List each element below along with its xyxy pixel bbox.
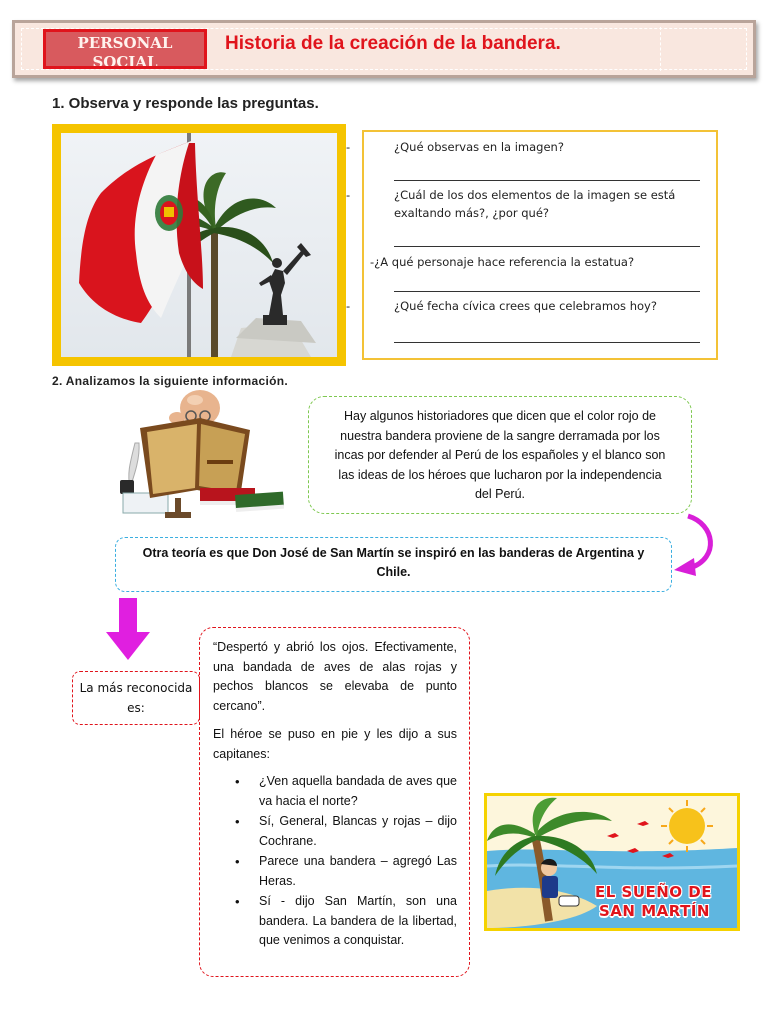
san-martin-dream-illustration — [484, 793, 740, 931]
question-1: - ¿Qué observas en la imagen? — [346, 140, 564, 154]
page-header — [12, 20, 756, 78]
section-1-heading: 1. Observa y responde las preguntas. — [52, 95, 319, 112]
question-4: - ¿Qué fecha cívica crees que celebramos hoy? — [346, 299, 657, 313]
theory-1-text: Hay algunos historiadores que dicen que el color rojo de nuestra bandera proviene de la sangre derramada por los incas por defender al Perú de los españoles y el blanco son las ideas de los héroes que lucharon por la independencia del Perú. — [334, 409, 666, 501]
subject-label: PERSONAL SOCIAL — [77, 34, 173, 69]
list-item: • ¿Ven aquella bandada de aves que va hacia el norte? — [213, 772, 457, 811]
question-3: -¿A qué personaje hace referencia la estatua? — [370, 255, 635, 269]
reading-person-clipart — [115, 388, 285, 523]
peru-flag-icon — [79, 141, 203, 323]
list-item: • Parece una bandera – agregó Las Heras. — [213, 852, 457, 891]
theory-2-box — [115, 537, 672, 592]
header-divider — [660, 27, 661, 71]
story-quote: “Despertó y abrió los ojos. Efectivamente, una bandada de aves de alas rojas y pechos blancos se elevaba de punto cercano”. — [213, 640, 457, 713]
peru-flag-statue-photo — [61, 133, 337, 357]
list-item: • Sí, General, Blancas y rojas – dijo Cochrane. — [213, 812, 457, 851]
list-item: • Sí - dijo San Martín, son una bandera. La bandera de la libertad, que venimos a conquistar. — [213, 892, 457, 951]
theory-1-box — [308, 396, 692, 514]
theory-2-text: Otra teoría es que Don José de San Martín se inspiró en las banderas de Argentina y Chile. — [142, 546, 645, 579]
page-title: Historia de la creación de la bandera. — [225, 33, 561, 54]
dream-title-line-2: SAN MARTÍN — [599, 902, 710, 920]
answer-line-2[interactable] — [394, 246, 700, 247]
section-2-heading: 2. Analizamos la siguiente información. — [52, 374, 288, 388]
question-2: - ¿Cuál de los dos elementos de la imagen se está exaltando más?, ¿por qué? — [346, 188, 676, 220]
flag-photo-frame — [52, 124, 346, 366]
answer-line-3[interactable] — [394, 291, 700, 292]
most-known-label-box — [72, 671, 200, 725]
answer-line-4[interactable] — [394, 342, 700, 343]
dream-title-line-1: EL SUEÑO DE — [595, 883, 712, 901]
story-intro: El héroe se puso en pie y les dijo a sus capitanes: — [213, 727, 457, 761]
down-arrow-icon — [106, 598, 150, 660]
most-known-label: La más reconocida es: — [79, 681, 193, 715]
dialogue-list — [213, 772, 457, 951]
flag-statue-illustration — [61, 133, 337, 357]
subject-badge — [43, 29, 207, 69]
book-reader-icon — [115, 388, 285, 523]
answer-line-1[interactable] — [394, 180, 700, 181]
story-box — [199, 627, 470, 977]
questions-box — [346, 130, 718, 360]
